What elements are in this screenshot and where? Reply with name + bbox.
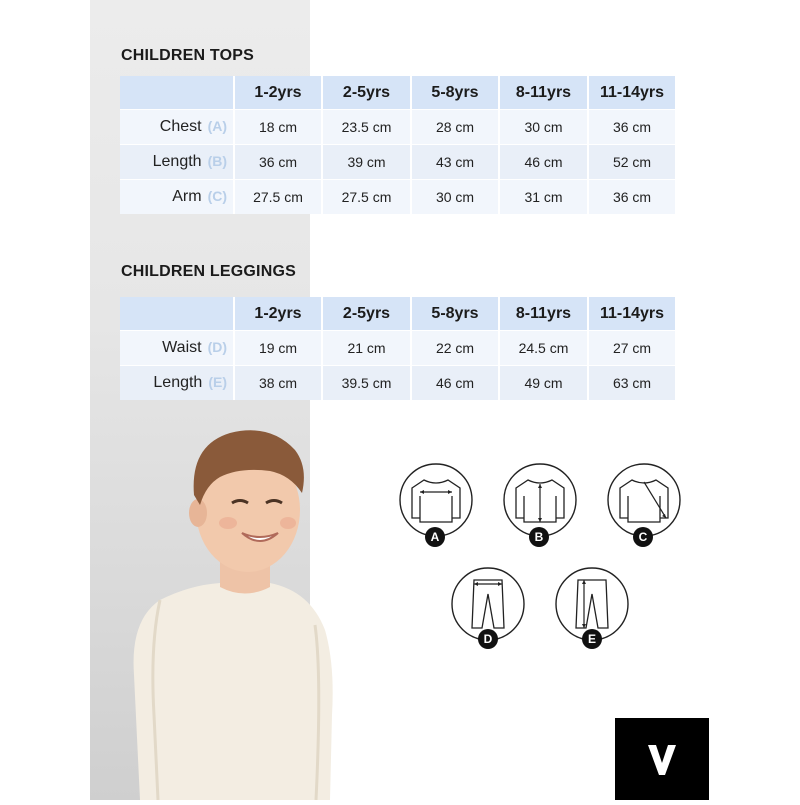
- table-row-arm: [120, 180, 676, 215]
- row-label-text: Length: [153, 374, 203, 391]
- row-label: [120, 145, 234, 180]
- tops-title: CHILDREN TOPS: [121, 47, 254, 64]
- badge-d: D: [478, 629, 498, 649]
- table-cell: 39 cm: [322, 145, 411, 180]
- table-cell: 36 cm: [588, 110, 676, 145]
- table-cell: 21 cm: [322, 331, 411, 366]
- table-cell: 52 cm: [588, 145, 676, 180]
- row-label: [120, 331, 234, 366]
- row-label-text: Waist: [162, 339, 202, 356]
- header-cell: 1-2yrs: [234, 76, 322, 110]
- badge-c: C: [633, 527, 653, 547]
- table-row-chest: [120, 110, 676, 145]
- brand-logo: [615, 718, 709, 800]
- badge-a: A: [425, 527, 445, 547]
- leggings-title: CHILDREN LEGGINGS: [121, 263, 296, 280]
- measure-letter: (D): [207, 339, 227, 355]
- v-logo-icon: [642, 739, 682, 779]
- table-cell: 49 cm: [499, 366, 588, 401]
- leggings-size-table: [120, 297, 677, 400]
- row-label: [120, 110, 234, 145]
- header-cell: 8-11yrs: [499, 76, 588, 110]
- badge-b: B: [529, 527, 549, 547]
- row-label: [120, 180, 234, 215]
- table-cell: 31 cm: [499, 180, 588, 215]
- page-margin: [0, 0, 90, 800]
- table-row-length: [120, 366, 676, 401]
- table-cell: 43 cm: [411, 145, 499, 180]
- header-cell: 11-14yrs: [588, 76, 676, 110]
- table-row-waist: [120, 331, 676, 366]
- header-cell: 5-8yrs: [411, 76, 499, 110]
- table-cell: 36 cm: [588, 180, 676, 215]
- table-corner: [120, 76, 234, 110]
- table-cell: 39.5 cm: [322, 366, 411, 401]
- header-cell: 11-14yrs: [588, 297, 676, 331]
- table-cell: 38 cm: [234, 366, 322, 401]
- table-corner: [120, 297, 234, 331]
- table-row-length: [120, 145, 676, 180]
- header-cell: 2-5yrs: [322, 297, 411, 331]
- measure-letter: (E): [208, 374, 227, 390]
- badge-e: E: [582, 629, 602, 649]
- header-cell: 8-11yrs: [499, 297, 588, 331]
- table-cell: 27 cm: [588, 331, 676, 366]
- table-cell: 30 cm: [411, 180, 499, 215]
- leggings-header-row: [120, 297, 676, 331]
- measure-letter: (A): [207, 118, 227, 134]
- row-label-text: Length: [152, 153, 202, 170]
- table-cell: 27.5 cm: [234, 180, 322, 215]
- table-cell: 46 cm: [499, 145, 588, 180]
- header-cell: 1-2yrs: [234, 297, 322, 331]
- tops-header-row: [120, 76, 676, 110]
- table-cell: 36 cm: [234, 145, 322, 180]
- table-cell: 28 cm: [411, 110, 499, 145]
- table-cell: 19 cm: [234, 331, 322, 366]
- table-cell: 63 cm: [588, 366, 676, 401]
- table-cell: 18 cm: [234, 110, 322, 145]
- row-label: [120, 366, 234, 401]
- measure-letter: (C): [207, 188, 227, 204]
- row-label-text: Arm: [172, 188, 202, 205]
- row-label-text: Chest: [159, 118, 202, 135]
- table-cell: 30 cm: [499, 110, 588, 145]
- tops-size-table: [120, 76, 677, 214]
- header-cell: 2-5yrs: [322, 76, 411, 110]
- table-cell: 46 cm: [411, 366, 499, 401]
- table-cell: 27.5 cm: [322, 180, 411, 215]
- measure-letter: (B): [207, 153, 227, 169]
- table-cell: 22 cm: [411, 331, 499, 366]
- child-model-photo: [120, 415, 340, 800]
- table-cell: 24.5 cm: [499, 331, 588, 366]
- table-cell: 23.5 cm: [322, 110, 411, 145]
- header-cell: 5-8yrs: [411, 297, 499, 331]
